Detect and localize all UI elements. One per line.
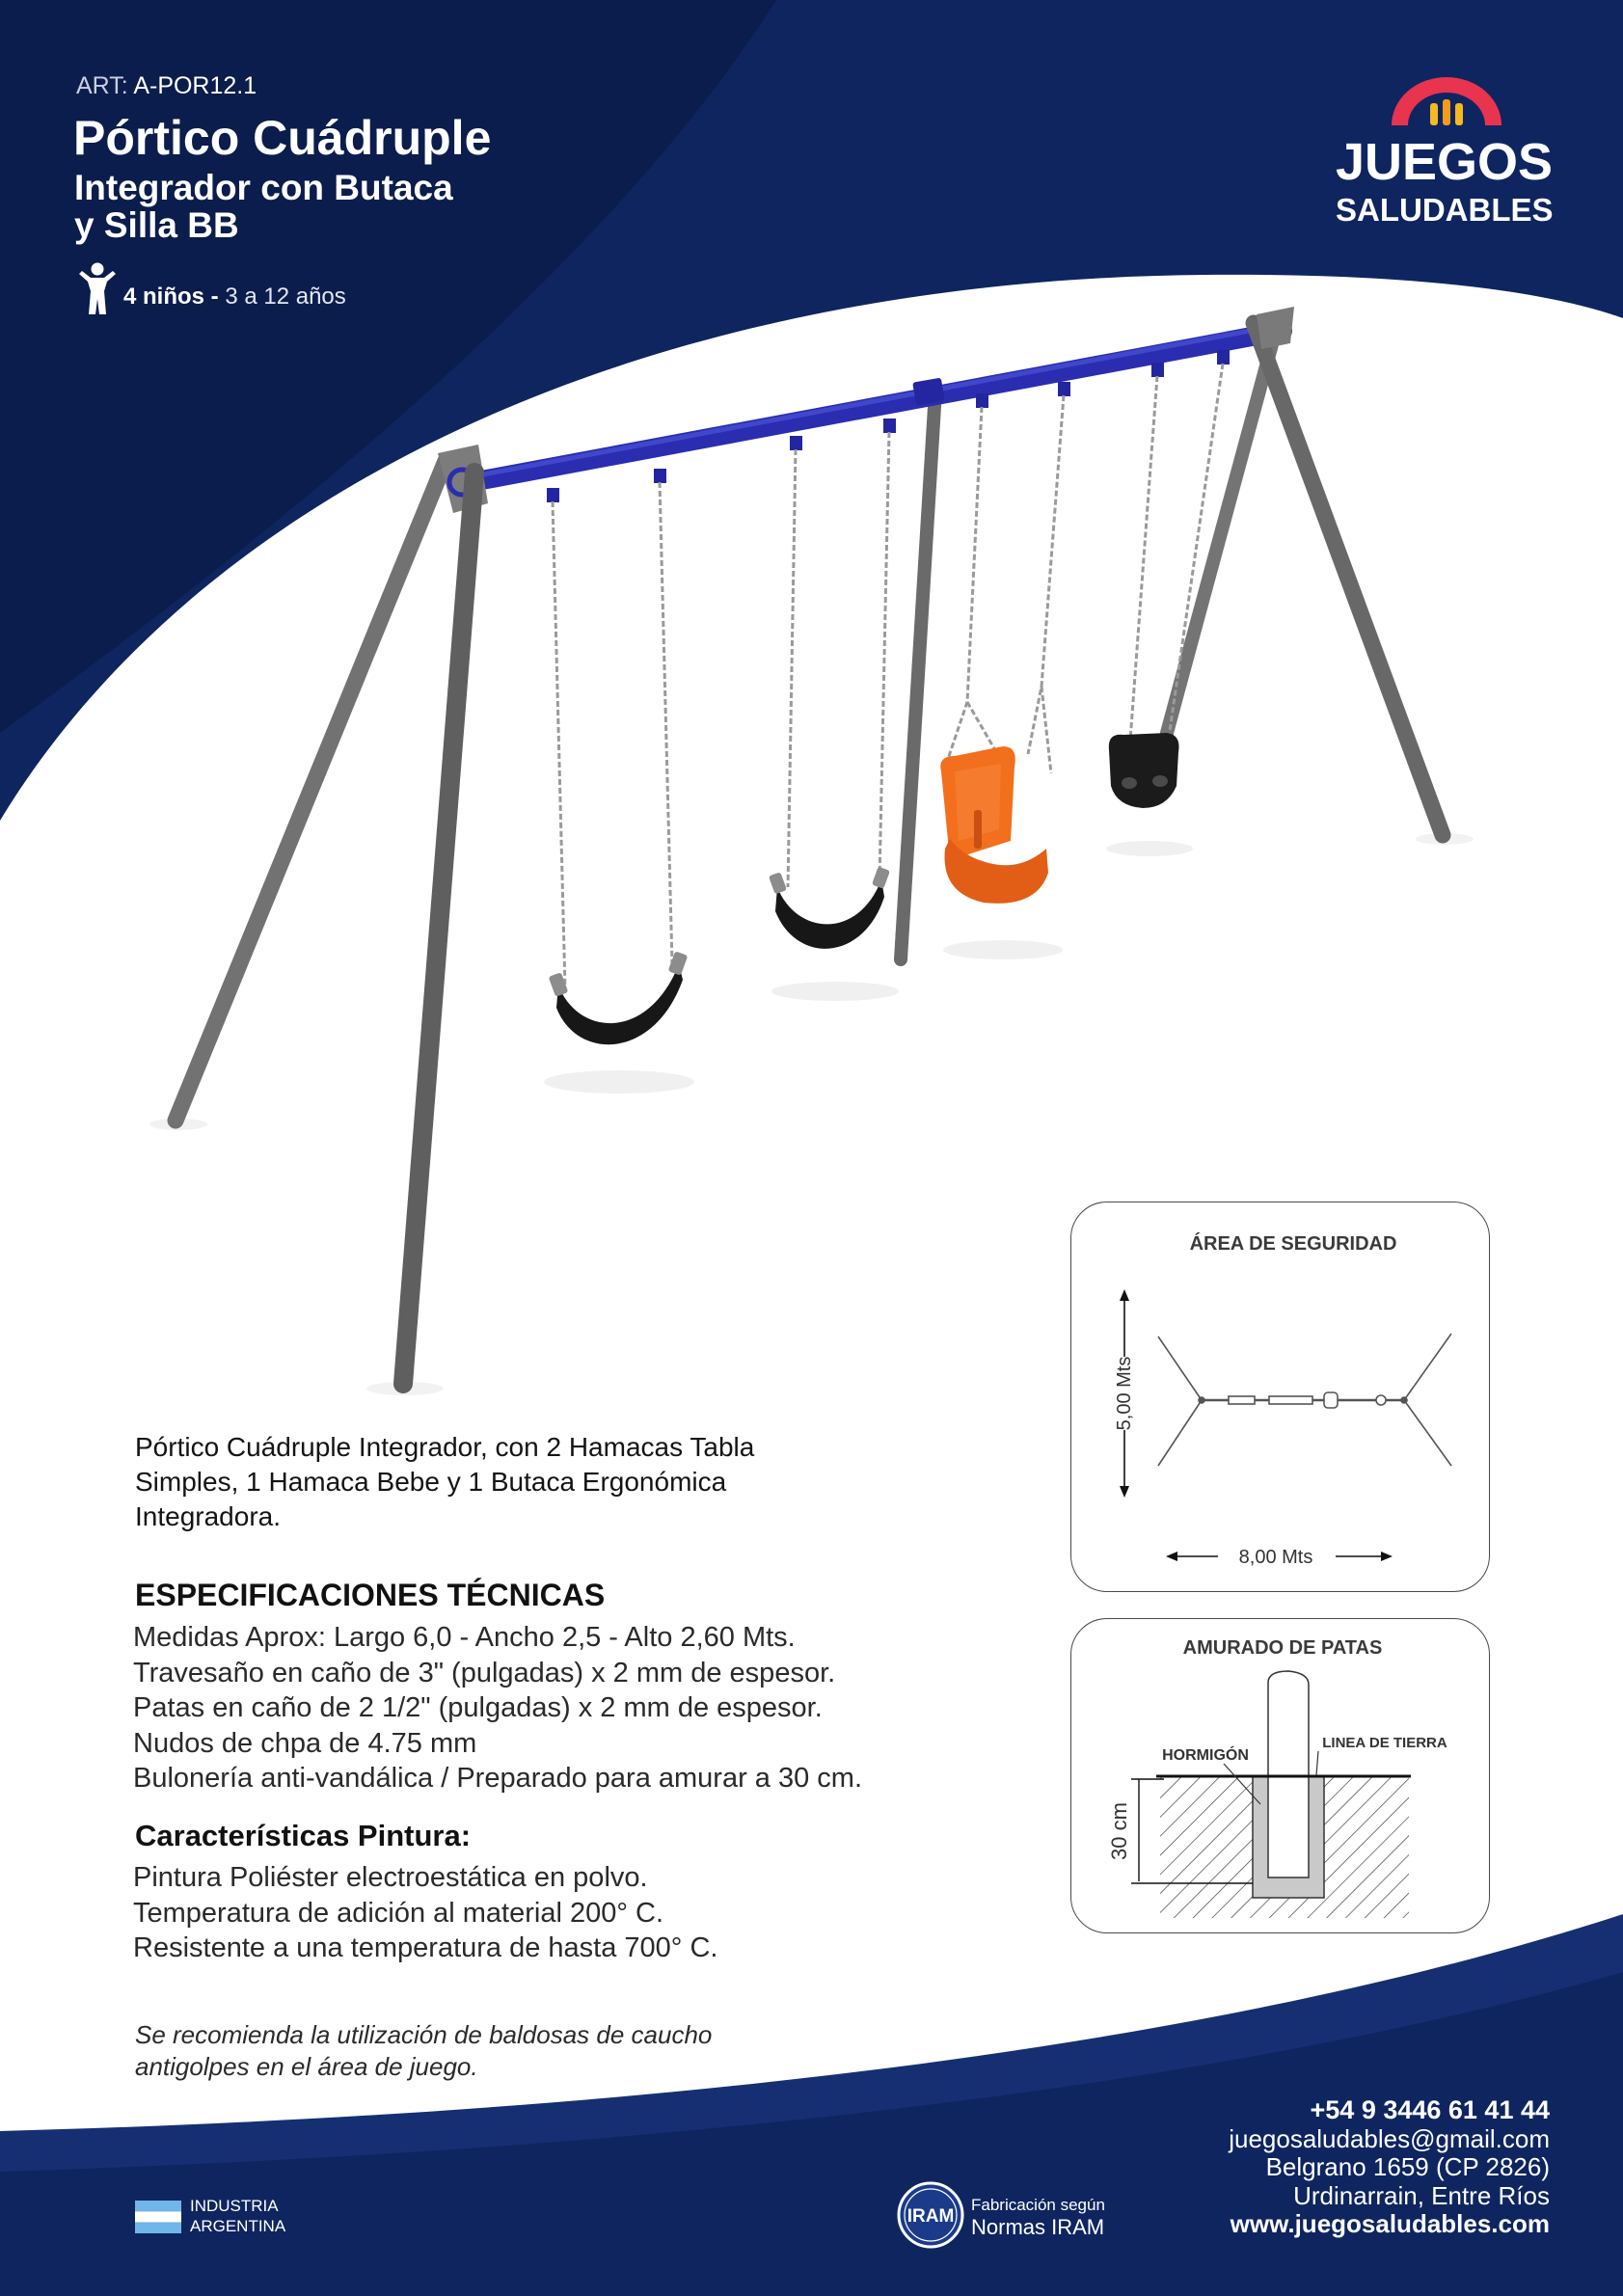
brand-name-line-2: SALUDABLES <box>1336 192 1554 228</box>
spec-line: Patas en caño de 2 1/2" (pulgadas) x 2 mm de espesor. <box>133 1692 823 1723</box>
iram-line-2: Normas IRAM <box>971 2215 1105 2239</box>
safety-area-panel <box>1070 1202 1490 1592</box>
description-line-2: Simples, 1 Hamaca Bebe y 1 Butaca Ergonómica <box>135 1467 727 1497</box>
width-dimension-label: 8,00 Mts <box>1238 1547 1313 1568</box>
belt-swing-seat-1 <box>549 951 689 1044</box>
age-range: 3 a 12 años <box>225 284 346 310</box>
right-back-leg <box>1167 323 1278 733</box>
product-subtitle-line-1: Integrador con Butaca <box>74 168 453 207</box>
spec-line: Travesaño en caño de 3" (pulgadas) x 2 mm de espesor. <box>133 1657 836 1688</box>
paint-heading: Características Pintura: <box>135 1819 472 1852</box>
depth-label: 30 cm <box>1107 1802 1131 1860</box>
article-label: ART: <box>76 72 128 99</box>
paint-line: Pintura Poliéster electroestática en polvo. <box>133 1862 648 1893</box>
recommendation-note-line-2: antigolpes en el área de juego. <box>135 2052 478 2081</box>
origin-line-2: ARGENTINA <box>190 2217 286 2235</box>
recommendation-note-line-1: Se recomienda la utilización de baldosas de caucho <box>135 2020 713 2049</box>
spec-line: Bulonería anti-vandálica / Preparado para amurar a 30 cm. <box>133 1763 863 1794</box>
leg-post <box>1268 1671 1309 1877</box>
specs-heading: ESPECIFICACIONES TÉCNICAS <box>135 1578 606 1612</box>
iram-badge-text: IRAM <box>906 2206 955 2227</box>
left-front-leg <box>403 473 474 1384</box>
contact-address: Belgrano 1659 (CP 2826) <box>1265 2152 1550 2181</box>
argentina-flag-icon <box>135 2201 181 2233</box>
concrete-label: HORMIGÓN <box>1162 1747 1249 1764</box>
iram-line-1: Fabricación según <box>971 2196 1105 2214</box>
safety-area-diagram <box>1071 1202 1488 1590</box>
right-end-cap <box>1257 307 1294 349</box>
contact-email: juegosaludables@gmail.com <box>1229 2124 1550 2153</box>
product-title: Pórtico Cuádruple <box>73 111 492 165</box>
logo-arch-icon <box>1389 73 1504 127</box>
article-number: A-POR12.1 <box>133 72 257 99</box>
contact-website: www.juegosaludables.com <box>1230 2209 1550 2238</box>
top-beam <box>461 325 1283 484</box>
middle-leg <box>901 391 935 959</box>
safety-area-title: ÁREA DE SEGURIDAD <box>1189 1233 1397 1255</box>
capacity-count: 4 niños - <box>123 284 219 310</box>
ground-line-leader <box>1316 1751 1318 1775</box>
iram-badge-icon <box>896 2180 965 2250</box>
spec-line: Nudos de chpa de 4.75 mm <box>133 1727 477 1759</box>
anchoring-title: AMURADO DE PATAS <box>1182 1637 1383 1659</box>
left-back-leg <box>176 461 446 1121</box>
brand-name-line-1: JUEGOS <box>1336 133 1554 191</box>
ground-line-label: LINEA DE TIERRA <box>1322 1735 1447 1751</box>
child-icon <box>76 262 119 316</box>
anchoring-diagram <box>1071 1619 1488 1931</box>
swing-top-view <box>1158 1334 1451 1466</box>
product-subtitle-line-2: y Silla BB <box>74 205 239 245</box>
baby-bucket-seat <box>1109 733 1179 808</box>
depth-dimension-label: 5,00 Mts <box>1114 1356 1135 1431</box>
anchoring-panel <box>1070 1618 1490 1933</box>
orange-ergonomic-seat <box>940 746 1048 904</box>
capacity-info <box>123 285 346 309</box>
article-code <box>76 74 257 98</box>
origin-line-1: INDUSTRIA <box>190 2197 279 2215</box>
paint-line: Temperatura de adición al material 200° C. <box>133 1897 663 1929</box>
description-line-3: Integradora. <box>135 1501 281 1531</box>
paint-line: Resistente a una temperatura de hasta 700° C. <box>133 1932 718 1963</box>
right-front-leg <box>1254 323 1443 835</box>
contact-phone: +54 9 3446 61 41 44 <box>1310 2095 1550 2124</box>
spec-line: Medidas Aprox: Largo 6,0 - Ancho 2,5 - Alto 2,60 Mts. <box>133 1622 796 1653</box>
contact-city: Urdinarrain, Entre Ríos <box>1293 2181 1550 2210</box>
description-line-1: Pórtico Cuádruple Integrador, con 2 Hamacas Tabla <box>135 1432 755 1462</box>
